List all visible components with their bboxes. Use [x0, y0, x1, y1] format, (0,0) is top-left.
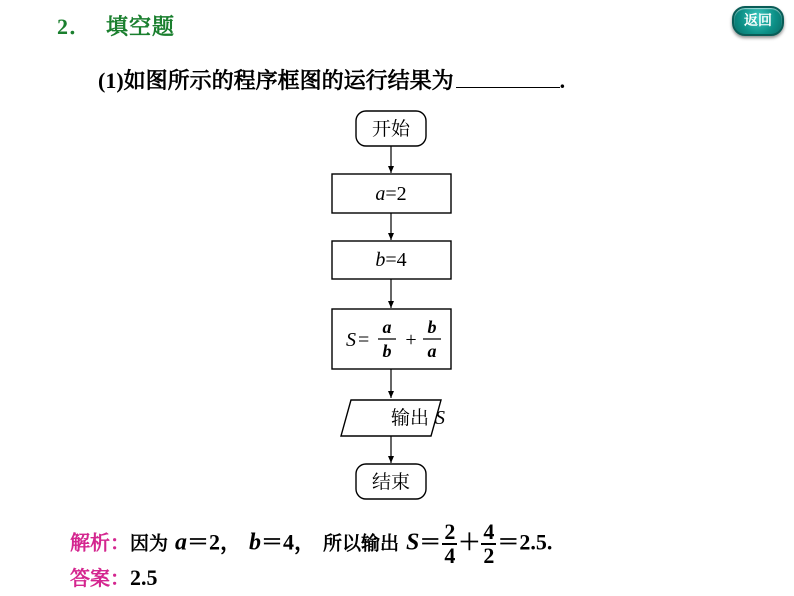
question-body: 如图所示的程序框图的运行结果为 — [123, 69, 454, 94]
question-period: . — [559, 68, 566, 93]
process-a-label — [375, 183, 406, 205]
answer-label: 答案： — [70, 566, 130, 590]
section-number: 2． — [57, 14, 93, 39]
analysis-frac2-num: 4 — [483, 519, 495, 544]
analysis-result: ＝2.5. — [497, 529, 553, 555]
output-var: S — [435, 407, 446, 429]
frac2-denominator: a — [427, 341, 437, 361]
analysis-frac1-den: 4 — [444, 543, 456, 568]
output-text: 输出 — [391, 407, 436, 429]
section-title: 填空题 — [106, 15, 176, 40]
analysis-var-a: a — [174, 529, 187, 556]
var-a: a — [375, 183, 386, 205]
plus-sign: + — [405, 329, 417, 351]
process-b-label — [375, 249, 406, 271]
analysis-frac2-den: 2 — [483, 543, 495, 568]
back-button[interactable]: 返回 — [732, 6, 784, 36]
analysis-frac1 — [442, 521, 457, 567]
var-s: S — [346, 329, 356, 351]
analysis-line — [70, 521, 552, 567]
value-a: =2 — [385, 183, 407, 205]
analysis-a-value: ＝2， — [186, 529, 242, 555]
analysis-equals: ＝ — [419, 529, 442, 555]
output-label — [391, 407, 445, 429]
analysis-frac2 — [481, 521, 496, 567]
analysis-frac1-num: 2 — [444, 519, 456, 544]
analysis-plus: ＋ — [458, 529, 481, 555]
end-label: 结束 — [371, 471, 411, 493]
equals-sign: = — [358, 329, 370, 351]
frac1-numerator: a — [382, 317, 392, 337]
analysis-var-s: S — [405, 529, 420, 556]
answer-value: 2.5 — [130, 565, 158, 590]
frac1-denominator: b — [382, 341, 392, 361]
analysis-b-value: ＝4， — [260, 529, 316, 555]
var-b: b — [375, 249, 386, 271]
value-b: =4 — [385, 249, 407, 271]
start-label: 开始 — [371, 118, 411, 140]
frac2-numerator: b — [427, 317, 437, 337]
analysis-var-b: b — [248, 529, 261, 556]
answer-line — [70, 562, 158, 591]
analysis-because: 因为 — [130, 532, 169, 555]
analysis-so-output: 所以输出 — [322, 532, 399, 555]
analysis-label: 解析： — [70, 530, 130, 555]
question-number: (1) — [98, 68, 124, 93]
